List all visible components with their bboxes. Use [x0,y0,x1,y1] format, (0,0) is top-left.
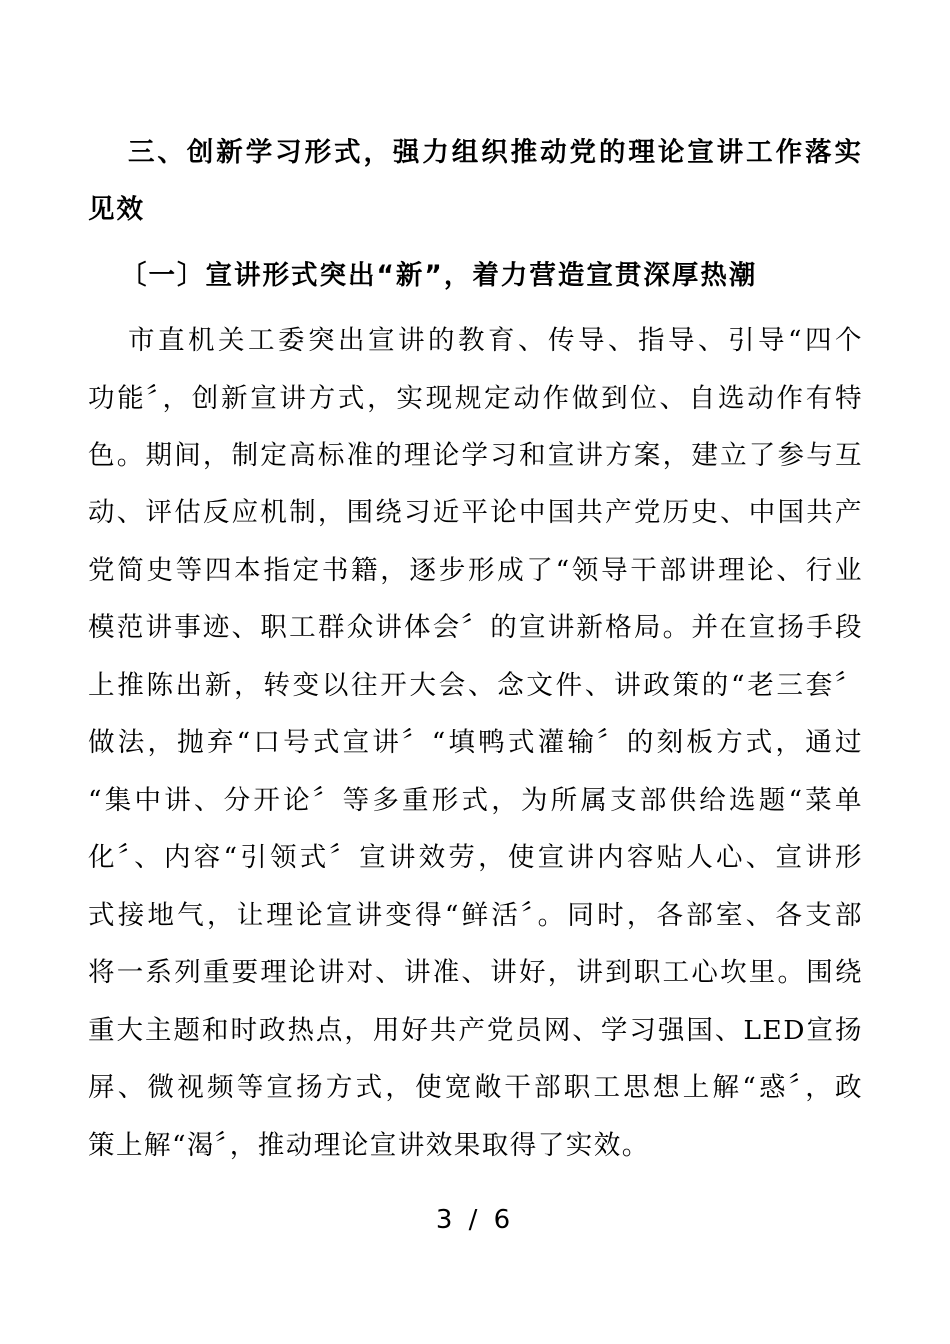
paragraph-line: 模范讲事迹、职工群众讲体会〞的宣讲新格局。并在宣扬手段 [88,612,863,643]
paragraph-line: 上推陈出新，转变以往开大会、念文件、讲政策的“老三套〞 [88,670,863,701]
paragraph-line: 将一系列重要理论讲对、讲准、讲好，讲到职工心坎里。围绕 [88,957,863,988]
paragraph-line: 党简史等四本指定书籍，逐步形成了“领导干部讲理论、行业 [88,555,863,586]
paragraph-line: 做法，抛弃“口号式宣讲〞“填鸭式灌输〞的刻板方式，通过 [88,727,863,758]
paragraph-line: 屏、微视频等宣扬方式，使宽敞干部职工思想上解“惑〞，政 [88,1072,863,1103]
paragraph-line: 功能〞，创新宣讲方式，实现规定动作做到位、自选动作有特 [88,383,863,414]
paragraph-line: 重大主题和时政热点，用好共产党员网、学习强国、LED宣扬 [88,1015,863,1046]
section-heading-line-1: 三、创新学习形式，强力组织推动党的理论宣讲工作落实 [128,137,863,168]
paragraph-line: “集中讲、分开论〞等多重形式，为所属支部供给选题“菜单 [88,785,863,816]
subsection-heading: 〔一〕宣讲形式突出“新”，着力营造宣贯深厚热潮 [120,260,758,291]
paragraph-line: 化〞、内容“引领式〞宣讲效劳，使宣讲内容贴人心、宣讲形 [88,842,863,873]
paragraph-line: 动、评估反应机制，围绕习近平论中国共产党历史、中国共产 [88,497,863,528]
paragraph-line: 策上解“渴〞，推动理论宣讲效果取得了实效。 [88,1130,650,1161]
paragraph-line: 市直机关工委突出宣讲的教育、传导、指导、引导“四个 [128,325,863,356]
section-heading-line-2: 见效 [88,194,145,225]
paragraph-line: 色。期间，制定高标准的理论学习和宣讲方案，建立了参与互 [88,440,863,471]
paragraph-line: 式接地气，让理论宣讲变得“鲜活〞。同时，各部室、各支部 [88,900,863,931]
page-number: 3 / 6 [435,1205,515,1235]
